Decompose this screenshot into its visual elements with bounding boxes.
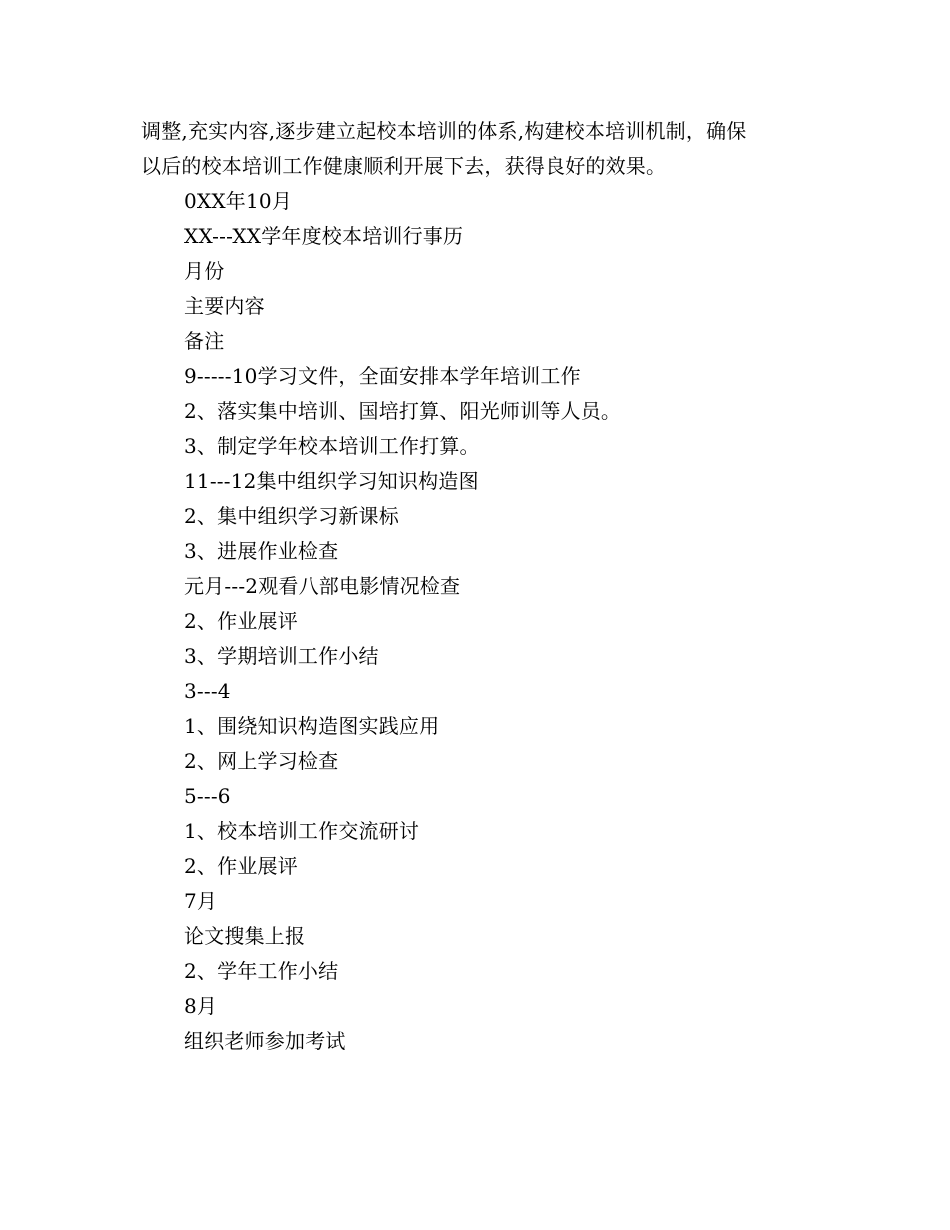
schedule-line: 2、作业展评: [184, 609, 298, 633]
schedule-line: 9-----10学习文件，全面安排本学年培训工作: [184, 364, 581, 388]
schedule-line: 3、学期培训工作小结: [184, 644, 379, 668]
schedule-line: 3、制定学年校本培训工作打算。: [184, 434, 480, 458]
column-header-month: 月份: [184, 259, 225, 283]
paragraph-line: 调整,充实内容,逐步建立起校本培训的体系,构建校本培训机制，确保: [141, 119, 747, 143]
schedule-line: 8月: [184, 994, 218, 1018]
schedule-line: 组织老师参加考试: [184, 1029, 346, 1053]
schedule-line: 2、网上学习检查: [184, 749, 339, 773]
schedule-title: XX---XX学年度校本培训行事历: [184, 224, 464, 248]
schedule-line: 1、校本培训工作交流研讨: [184, 819, 420, 843]
date-line: 0XX年10月: [184, 189, 293, 213]
schedule-line: 论文搜集上报: [184, 924, 306, 948]
schedule-line: 3、进展作业检查: [184, 539, 339, 563]
column-header-notes: 备注: [184, 329, 225, 353]
schedule-line: 元月---2观看八部电影情况检查: [184, 574, 461, 598]
schedule-lines: [184, 184, 621, 1059]
schedule-line: 2、集中组织学习新课标: [184, 504, 399, 528]
schedule-line: 11---12集中组织学习知识构造图: [184, 469, 479, 493]
column-header-content: 主要内容: [184, 294, 265, 318]
schedule-line: 5---6: [184, 784, 231, 808]
schedule-line: 1、围绕知识构造图实践应用: [184, 714, 440, 738]
schedule-line: 7月: [184, 889, 218, 913]
schedule-line: 3---4: [184, 679, 231, 703]
schedule-line: 2、落实集中培训、国培打算、阳光师训等人员。: [184, 399, 622, 423]
schedule-line: 2、学年工作小结: [184, 959, 339, 983]
paragraph-line: 以后的校本培训工作健康顺利开展下去，获得良好的效果。: [141, 154, 667, 178]
schedule-line: 2、作业展评: [184, 854, 298, 878]
intro-paragraph: [141, 114, 821, 184]
